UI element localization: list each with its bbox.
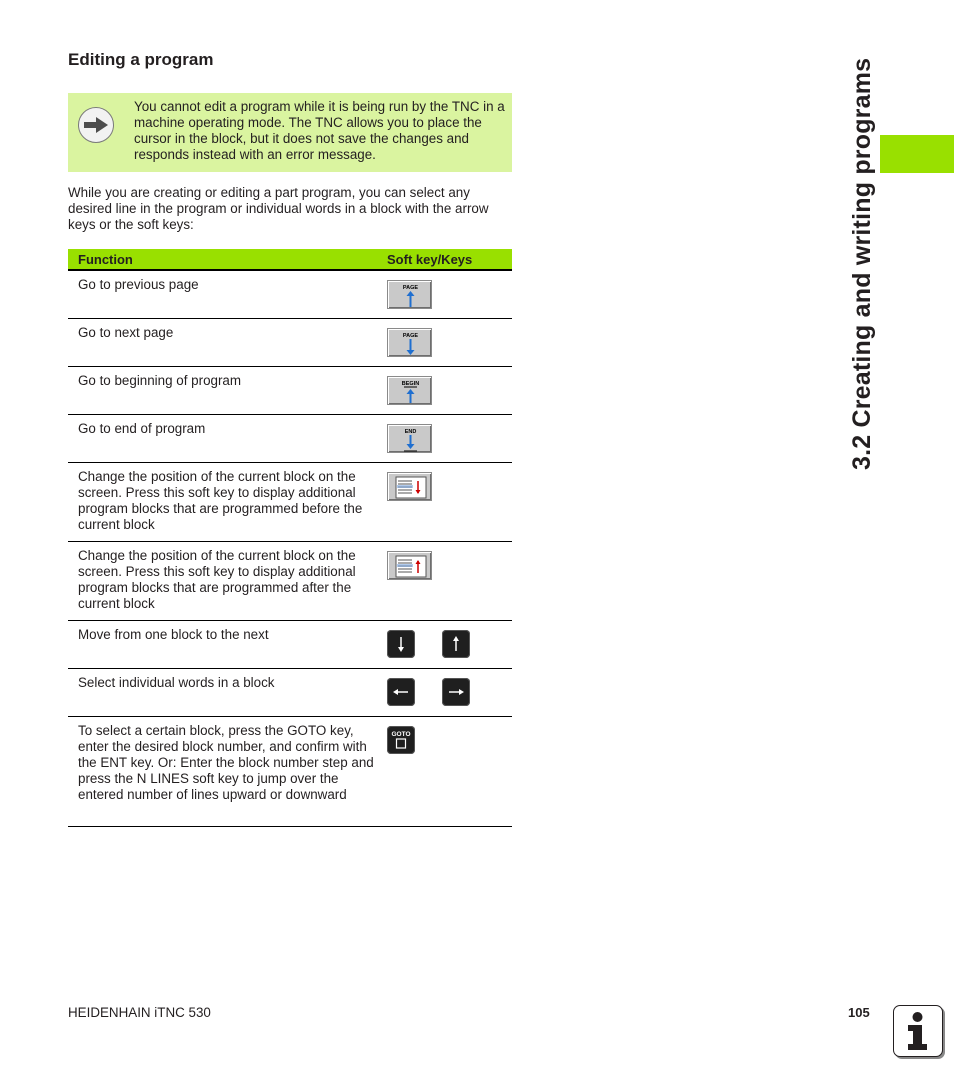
row-description: To select a certain block, press the GOTO key, enter the desired block number, and confirm with the ENT key. Or: Enter the block number step and press the N LINES soft key to jump over the entered number of lines upward or downward (78, 723, 374, 802)
table-row (68, 621, 512, 669)
table-row (68, 463, 512, 542)
header-function: Function (78, 251, 133, 267)
section-title: Editing a program (68, 50, 214, 69)
page-number: 105 (848, 1005, 870, 1020)
row-description: Select individual words in a block (78, 675, 275, 690)
chapter-title: 3.2 Creating and writing programs (848, 57, 876, 470)
page-up-softkey[interactable] (387, 280, 432, 309)
header-keys: Soft key/Keys (387, 251, 473, 267)
row-description: Go to beginning of program (78, 373, 242, 388)
note-box (68, 93, 512, 172)
arrow-up-to-bar-icon (404, 387, 417, 403)
goto-key-label: GOTO (391, 731, 411, 738)
arrow-left-key[interactable] (387, 678, 415, 706)
intro-paragraph: While you are creating or editing a part program, you can select any desired line in the program or individual words in a block with the arrow keys or the soft keys: (68, 185, 489, 232)
arrow-right-key[interactable] (442, 678, 470, 706)
row-description: Go to end of program (78, 421, 206, 436)
softkey-label: PAGE (402, 285, 419, 291)
footer-product: HEIDENHAIN iTNC 530 (68, 1005, 211, 1020)
begin-softkey[interactable] (387, 376, 432, 405)
block-list-up-icon (396, 556, 426, 577)
info-icon (893, 1005, 943, 1057)
table-row (68, 415, 512, 463)
table-row (68, 542, 512, 621)
softkey-label: BEGIN (401, 381, 420, 387)
table-row (68, 271, 512, 319)
block-scroll-down-softkey[interactable] (387, 472, 432, 501)
goto-key[interactable] (387, 726, 415, 754)
row-description: Move from one block to the next (78, 627, 269, 642)
table-row (68, 319, 512, 367)
arrow-up-icon (407, 291, 415, 307)
arrow-left-key-icon (387, 678, 415, 706)
block-list-down-icon (396, 477, 426, 498)
table-row (68, 717, 512, 827)
chapter-tab (880, 135, 954, 173)
table-header (68, 249, 512, 271)
arrow-right-key-icon (442, 678, 470, 706)
note-text: You cannot edit a program while it is being run by the TNC in a machine operating mode. The TNC allows you to place the cursor in the block, but it does not save the changes and responds instead with an error message. (134, 99, 505, 162)
arrow-up-key[interactable] (442, 630, 470, 658)
arrow-up-key-icon (442, 630, 470, 658)
row-description: Change the position of the current block on the screen. Press this soft key to display additional program blocks that are programmed after the current block (78, 548, 356, 611)
softkey-label: PAGE (402, 333, 419, 339)
arrow-down-icon (407, 339, 415, 355)
arrow-right-icon (78, 107, 114, 143)
row-description: Go to previous page (78, 277, 199, 292)
arrow-down-to-bar-icon (404, 435, 417, 451)
table-row (68, 669, 512, 717)
function-table (68, 249, 512, 827)
page-down-softkey[interactable] (387, 328, 432, 357)
block-scroll-up-softkey[interactable] (387, 551, 432, 580)
arrow-down-key-icon (387, 630, 415, 658)
softkey-label: END (404, 429, 417, 435)
goto-key-icon (387, 726, 415, 754)
row-description: Go to next page (78, 325, 174, 340)
table-row (68, 367, 512, 415)
arrow-down-key[interactable] (387, 630, 415, 658)
end-softkey[interactable] (387, 424, 432, 453)
row-description: Change the position of the current block on the screen. Press this soft key to display additional program blocks that are programmed before the current block (78, 469, 363, 532)
